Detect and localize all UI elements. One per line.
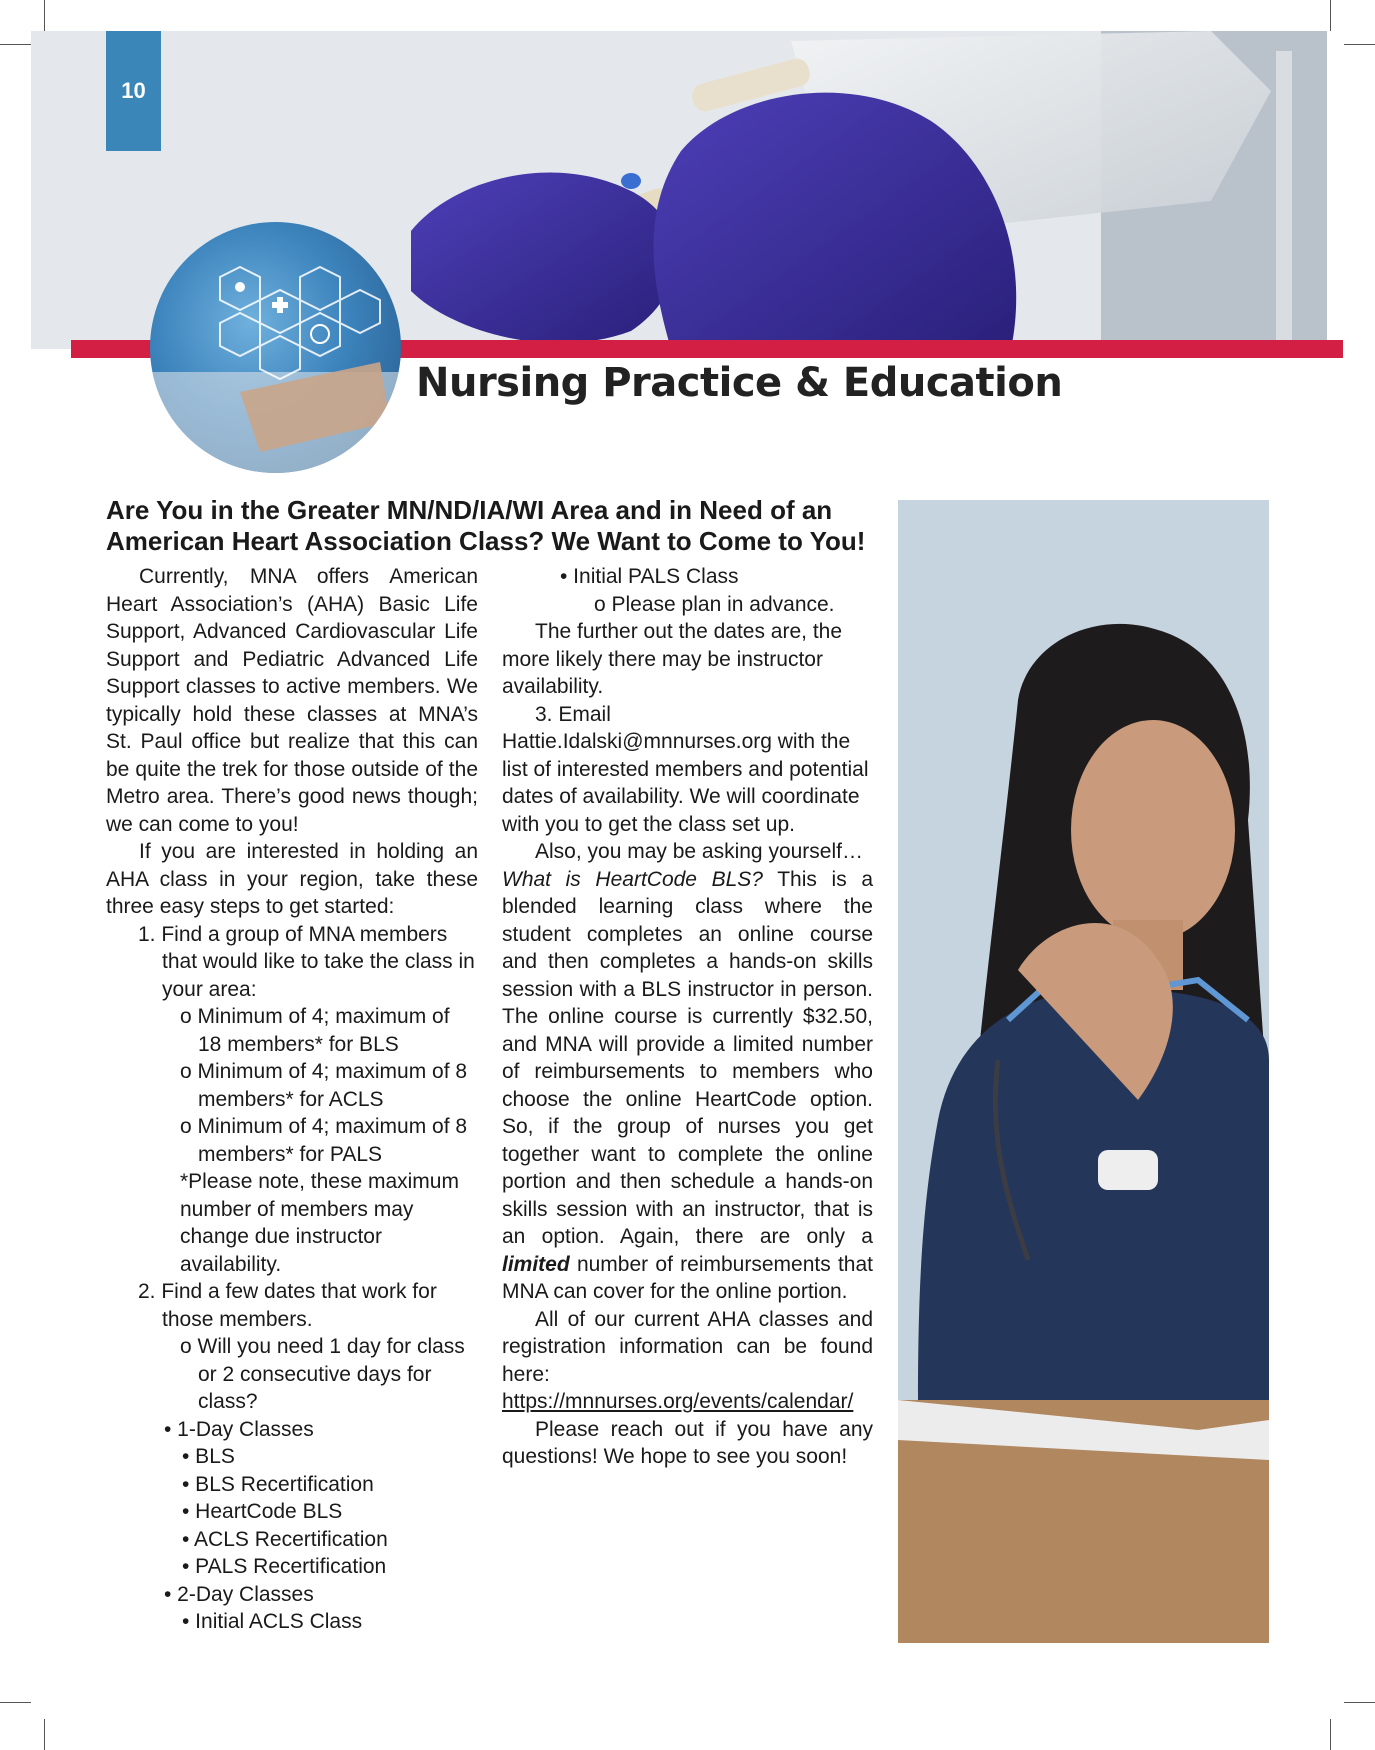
- class-item-note: o Please plan in advance.: [594, 592, 835, 616]
- heartcode-question: What is HeartCode BLS?: [502, 867, 763, 891]
- intro-paragraph: Currently, MNA offers American Heart Association’s (AHA) Basic Life Support, Advanced Cardiovascular Life Support and Pediatric Advanced Life Support classes to active members. We typically hold these classes at MNA’s St. Paul office but realize that this can be quite the trek for those outside of the Metro area. There’s good news though; we can come to you!: [106, 565, 478, 836]
- one-day-classes-label: • 1-Day Classes: [164, 1417, 314, 1441]
- step-3: 3. Email Hattie.Idalski@mnnurses.org with the list of interested members and potential dates of availability. We will coordinate with you to get the class set up.: [502, 702, 869, 836]
- section-title: Nursing Practice & Education: [416, 360, 1063, 406]
- dates-paragraph: The further out the dates are, the more likely there may be instructor availability.: [502, 620, 843, 698]
- crop-mark: [0, 44, 31, 45]
- medical-icons-photo: [150, 222, 401, 473]
- heartcode-text-end: number of reimbursements that MNA can cover for the online portion.: [502, 1252, 873, 1303]
- crop-mark: [1330, 0, 1331, 31]
- closing-paragraph: Please reach out if you have any questions! We hope to see you soon!: [502, 1417, 873, 1468]
- classes-paragraph: [502, 1306, 873, 1416]
- limited-emphasis: limited: [502, 1252, 570, 1276]
- steps-intro: If you are interested in holding an AHA class in your region, take these three easy steps to get started:: [106, 840, 478, 918]
- crop-mark: [1344, 1702, 1375, 1703]
- class-item: • PALS Recertification: [182, 1555, 387, 1578]
- calendar-link[interactable]: https://mnnurses.org/events/calendar/: [502, 1390, 854, 1413]
- heartcode-paragraph: [502, 866, 873, 1306]
- class-item: • HeartCode BLS: [182, 1500, 343, 1523]
- class-item: • ACLS Recertification: [182, 1527, 388, 1551]
- step-1-item: o Minimum of 4; maximum of 18 members* for BLS: [180, 1005, 450, 1056]
- step-2-item: o Will you need 1 day for class or 2 consecutive days for class?: [180, 1335, 465, 1413]
- crop-mark: [44, 0, 45, 31]
- class-item: • BLS Recertification: [182, 1472, 374, 1496]
- step-2: 2. Find a few dates that work for those members.: [138, 1280, 437, 1331]
- page-number: 10: [106, 31, 161, 151]
- crop-mark: [44, 1719, 45, 1750]
- article-column-2: [502, 563, 873, 1471]
- crop-mark: [1330, 1719, 1331, 1750]
- two-day-classes-label: • 2-Day Classes: [164, 1582, 314, 1606]
- medical-hexagon-icons: [150, 222, 401, 473]
- capacity-note: *Please note, these maximum number of members may change due instructor availability.: [180, 1170, 459, 1276]
- heartcode-text: This is a blended learning class where the student completes an online course and then completes a hands-on skills session with a BLS instructor in person. The online course is currently $32.50, and MNA will provide a limited number of reimbursements to members who choose the online HeartCode option. So, if the group of nurses you get together want to complete the online portion and then schedule a hands-on skills session with an instructor, that is an option. Again, there are only a: [502, 867, 873, 1248]
- class-item: • Initial ACLS Class: [182, 1610, 363, 1633]
- class-item: • Initial PALS Class: [560, 565, 739, 588]
- crop-mark: [1344, 44, 1375, 45]
- nurse-illustration: [898, 500, 1269, 1643]
- nurse-photo: [898, 500, 1269, 1643]
- article-headline: Are You in the Greater MN/ND/IA/WI Area and in Need of an American Heart Association Class? We Want to Come to You!: [106, 495, 866, 556]
- step-1-item: o Minimum of 4; maximum of 8 members* for ACLS: [180, 1060, 468, 1111]
- step-1-item: o Minimum of 4; maximum of 8 members* for PALS: [180, 1115, 468, 1166]
- class-item: • BLS: [182, 1445, 235, 1468]
- crop-mark: [0, 1702, 31, 1703]
- classes-text: All of our current AHA classes and registration information can be found here:: [502, 1307, 873, 1386]
- article-column-1: [106, 563, 478, 1636]
- step-1: 1. Find a group of MNA members that would like to take the class in your area:: [138, 922, 475, 1001]
- also-line: Also, you may be asking yourself…: [535, 840, 863, 863]
